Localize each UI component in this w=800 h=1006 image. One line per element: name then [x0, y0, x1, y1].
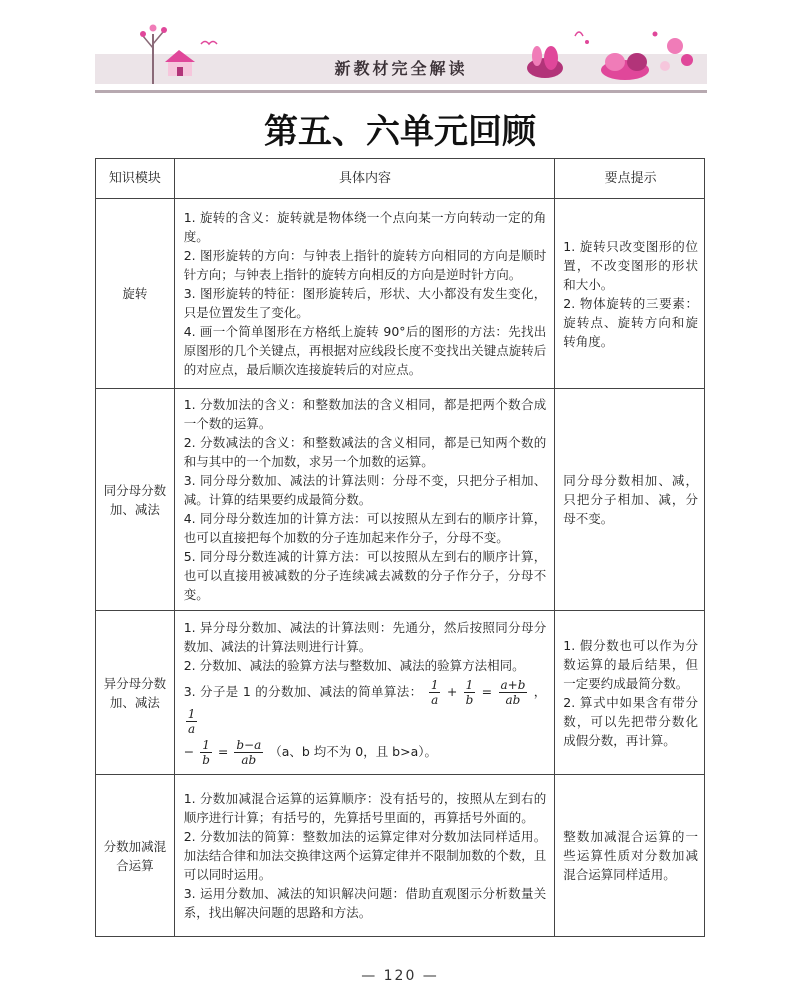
module-cell: 分数加减混合运算 — [96, 775, 175, 937]
content-item: 4. 画一个简单图形在方格纸上旋转 90°后的图形的方法：先找出原图形的几个关键点，再根据对应线段长度不变找出关键点旋转后的对应点，最后顺次连接旋转后的对应点。 — [183, 324, 547, 377]
review-table — [95, 158, 705, 937]
table-row — [96, 775, 705, 937]
fraction — [234, 738, 263, 767]
content-cell — [174, 775, 555, 937]
minus-sign: − — [183, 744, 195, 759]
table-row — [96, 611, 705, 775]
fraction-numerator: 1 — [200, 738, 212, 753]
content-item: 1. 异分母分数加、减法的计算法则：先通分，然后按照同分母分数加、减法的计算法则进行计算。 — [183, 620, 547, 654]
content-item: 1. 分数加减混合运算的运算顺序：没有括号的，按照从左到右的顺序进行计算；有括号的，先算括号里面的，再算括号外面的。 — [183, 791, 547, 825]
content-item: 1. 旋转的含义：旋转就是物体绕一个点向某一方向转动一定的角度。 — [183, 210, 547, 244]
tip-item: 2. 物体旋转的三要素：旋转点、旋转方向和旋转角度。 — [563, 295, 698, 349]
module-cell: 同分母分数加、减法 — [96, 389, 175, 611]
content-item: 1. 分数加法的含义：和整数加法的含义相同，都是把两个数合成一个数的运算。 — [183, 397, 547, 431]
module-cell: 异分母分数加、减法 — [96, 611, 175, 775]
fraction — [464, 678, 476, 707]
fraction-denominator: b — [202, 753, 210, 767]
module-cell: 旋转 — [96, 199, 175, 389]
tip-item: 2. 算式中如果含有带分数，可以先把带分数化成假分数，再计算。 — [563, 694, 698, 748]
fraction-numerator: b−a — [236, 738, 262, 752]
tip-item: 整数加减混合运算的一些运算性质对分数加减混合运算同样适用。 — [563, 829, 698, 882]
tips-cell — [555, 199, 705, 389]
comma: ， — [533, 684, 547, 699]
content-cell — [174, 199, 555, 389]
header-tips: 要点提示 — [555, 159, 705, 199]
content-item: 2. 分数加、减法的验算方法与整数加、减法的验算方法相同。 — [183, 658, 525, 673]
fraction-denominator: b — [465, 693, 474, 707]
content-item: 5. 同分母分数连减的计算方法：可以按照从左到右的顺序计算，也可以直接用被减数的分子连续减去减数的分子作分子，分母不变。 — [183, 549, 547, 602]
page-title: 第五、六单元回顾 — [264, 112, 536, 152]
formula-line — [184, 738, 547, 767]
tips-cell — [555, 775, 705, 937]
content-item: 3. 同分母分数加、减法的计算法则：分母不变，只把分子相加、减。计算的结果要约成最简分数。 — [183, 473, 547, 507]
fraction — [200, 738, 212, 767]
fraction-denominator: ab — [241, 753, 257, 767]
content-item: 2. 图形旋转的方向：与钟表上指针的旋转方向相同的方向是顺时针方向；与钟表上指针的旋转方向相反的方向是逆时针方向。 — [183, 248, 547, 282]
tips-cell — [555, 611, 705, 775]
fraction-numerator: a+b — [500, 678, 526, 692]
bird-icon — [201, 42, 217, 45]
equals-sign: = — [217, 744, 229, 759]
header-content: 具体内容 — [174, 159, 555, 199]
fraction-denominator: a — [187, 722, 196, 736]
equals-sign: = — [481, 684, 493, 699]
header-module: 知识模块 — [96, 159, 175, 199]
fraction-numerator: 1 — [187, 707, 196, 721]
formula-intro: 3. 分子是 1 的分数加、减法的简单算法： — [183, 684, 423, 699]
fraction — [499, 678, 528, 707]
fraction-numerator: 1 — [430, 678, 439, 692]
banner-title: 新教材完全解读 — [334, 59, 468, 78]
content-cell — [174, 389, 555, 611]
fraction-denominator: ab — [505, 693, 521, 707]
tip-item: 1. 假分数也可以作为分数运算的最后结果，但一定要约成最简分数。 — [563, 637, 698, 691]
content-item: 3. 图形旋转的特征：图形旋转后，形状、大小都没有发生变化，只是位置发生了变化。 — [183, 286, 547, 320]
plus-sign: + — [446, 684, 458, 699]
table-header-row — [96, 159, 705, 199]
content-item: 4. 同分母分数连加的计算方法：可以按照从左到右的顺序计算，也可以直接把每个加数的分子连加起来作分子，分母不变。 — [183, 511, 547, 545]
content-cell — [174, 611, 555, 775]
fraction — [186, 707, 198, 736]
fraction-numerator: 1 — [464, 678, 476, 693]
fraction-denominator: a — [431, 693, 439, 707]
content-item: 2. 分数减法的含义：和整数减法的含义相同，都是已知两个数的和与其中的一个加数，求另一个加数的运算。 — [183, 435, 547, 469]
tip-item: 同分母分数相加、减，只把分子相加、减，分母不变。 — [563, 473, 698, 526]
table-row — [96, 389, 705, 611]
content-item: 2. 分数加法的简算：整数加法的运算定律对分数加法同样适用。加法结合律和加法交换律这两个运算定律并不限制加数的个数，且可以同时运用。 — [183, 829, 547, 882]
page-number: — 120 — — [361, 968, 439, 984]
tips-cell — [555, 389, 705, 611]
banner-rule — [95, 90, 707, 93]
fraction — [429, 678, 441, 707]
tip-item: 1. 旋转只改变图形的位置，不改变图形的形状和大小。 — [563, 238, 698, 292]
content-item: 3. 运用分数加、减法的知识解决问题：借助直观图示分析数量关系，找出解决问题的思路和方法。 — [183, 886, 547, 920]
table-row — [96, 199, 705, 389]
formula-condition: （a、b 均不为 0，且 b>a）。 — [269, 744, 437, 759]
header-banner — [95, 14, 707, 84]
formula-line — [184, 678, 547, 736]
